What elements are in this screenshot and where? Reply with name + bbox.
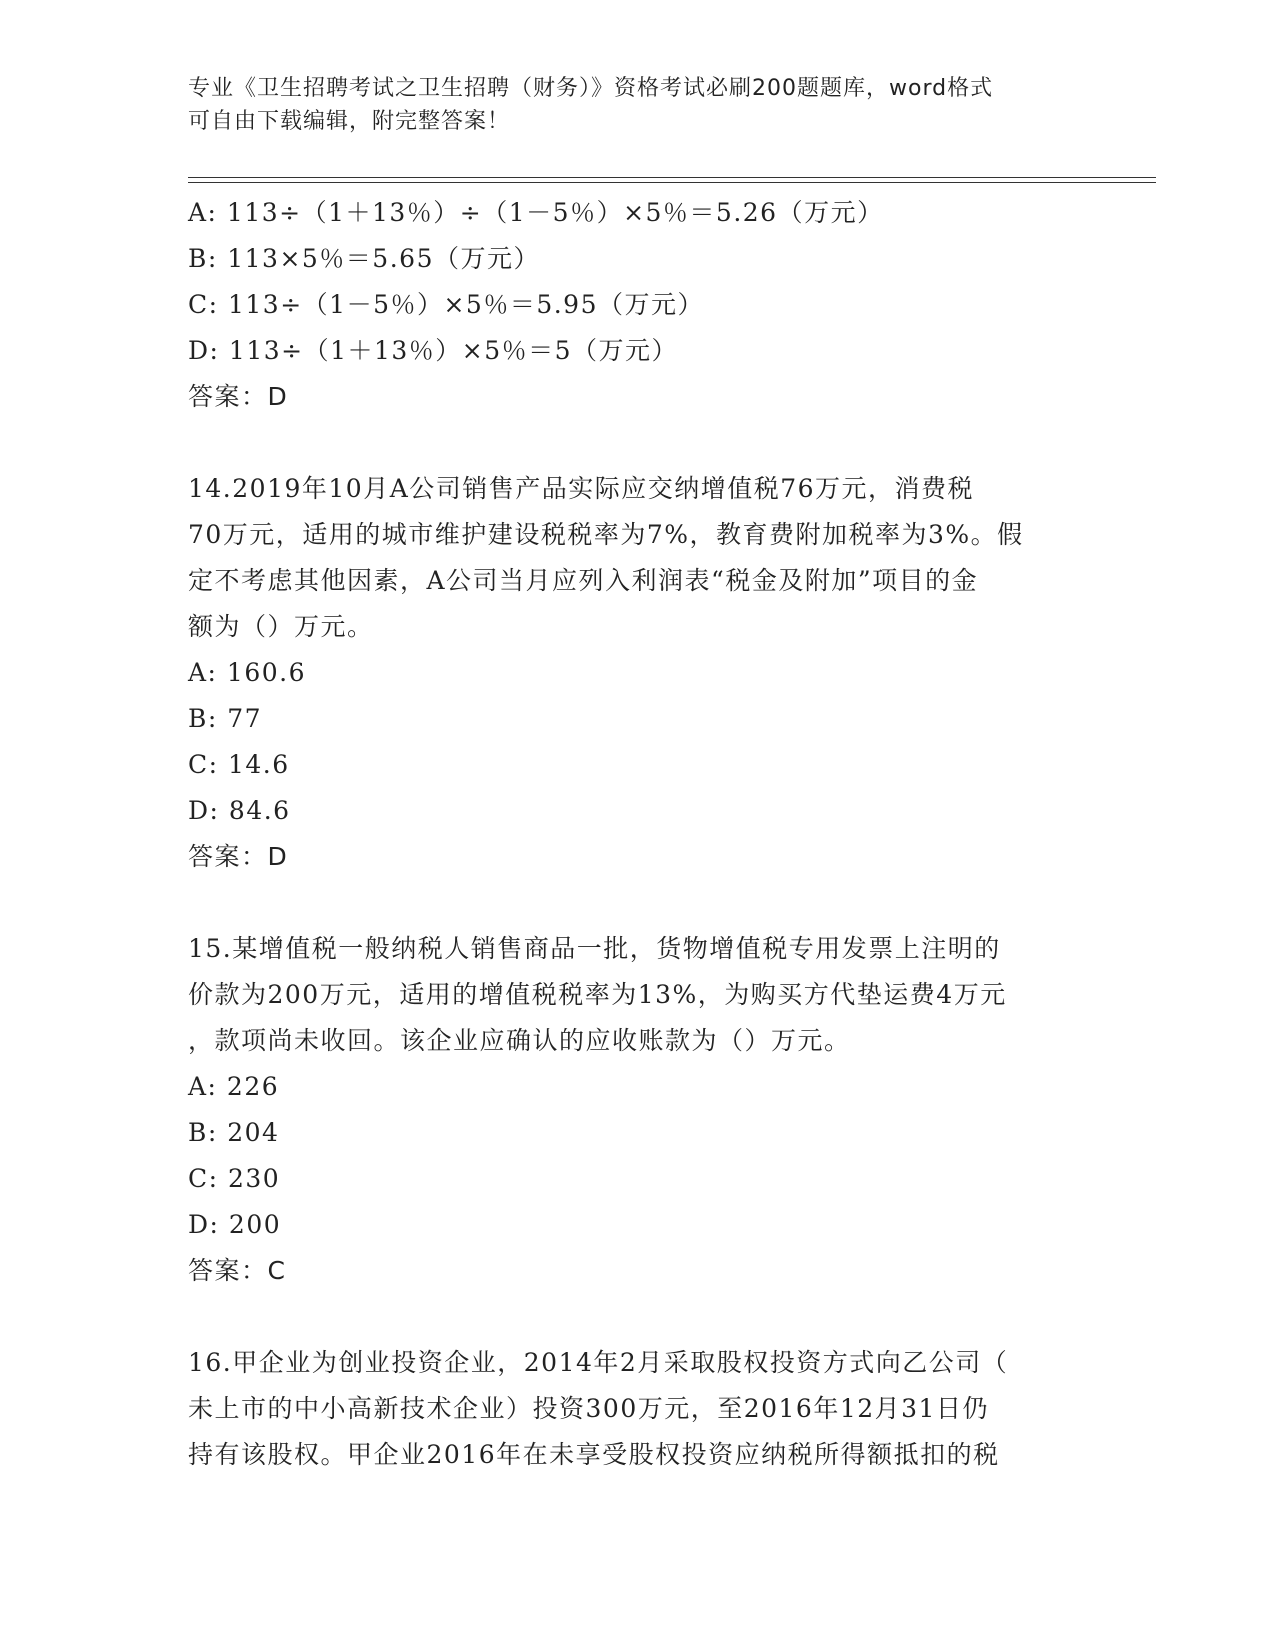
answer: 答案：D	[188, 382, 289, 411]
header-line-1: 专业《卫生招聘考试之卫生招聘（财务）》资格考试必刷200题题库，word格式	[188, 76, 994, 101]
option-d: D: 200	[188, 1210, 282, 1239]
question-14	[188, 466, 1088, 880]
header-line-2: 可自由下载编辑，附完整答案！	[188, 109, 511, 134]
option-b: B: 77	[188, 704, 263, 733]
spacer	[188, 1294, 1088, 1340]
question-stem-line: 15.某增值税一般纳税人销售商品一批，货物增值税专用发票上注明的	[188, 934, 1001, 963]
spacer	[188, 420, 1088, 466]
question-stem-line: 价款为200万元，适用的增值税税率为13%，为购买方代垫运费4万元	[188, 980, 1007, 1009]
option-a: A: 160.6	[188, 658, 306, 687]
question-stem-line: 持有该股权。甲企业2016年在未享受股权投资应纳税所得额抵扣的税	[188, 1440, 1000, 1469]
question-stem-line: 定不考虑其他因素，A公司当月应列入利润表“税金及附加”项目的金	[188, 566, 979, 595]
option-a: A: 226	[188, 1072, 280, 1101]
option-d: D: 113÷（1＋13％）×5％＝5（万元）	[188, 336, 679, 365]
question-stem-line: 未上市的中小高新技术企业）投资300万元，至2016年12月31日仍	[188, 1394, 989, 1423]
question-stem-line: 额为（）万元。	[188, 612, 374, 641]
question-stem-line: ，款项尚未收回。该企业应确认的应收账款为（）万元。	[188, 1026, 851, 1055]
question-stem-line: 16.甲企业为创业投资企业，2014年2月采取股权投资方式向乙公司（	[188, 1348, 1009, 1377]
question-15	[188, 926, 1088, 1294]
document-header	[188, 72, 1088, 138]
header-divider-bottom	[188, 182, 1156, 183]
question-13	[188, 190, 1088, 420]
option-a: A: 113÷（1＋13％）÷（1－5％）×5％＝5.26（万元）	[188, 198, 884, 227]
option-c: C: 113÷（1－5％）×5％＝5.95（万元）	[188, 290, 704, 319]
question-16	[188, 1340, 1088, 1478]
option-b: B: 113×5％＝5.65（万元）	[188, 244, 540, 273]
option-b: B: 204	[188, 1118, 280, 1147]
answer: 答案：D	[188, 842, 289, 871]
question-stem-line: 14.2019年10月A公司销售产品实际应交纳增值税76万元，消费税	[188, 474, 975, 503]
answer: 答案：C	[188, 1256, 287, 1285]
question-stem-line: 70万元，适用的城市维护建设税税率为7%，教育费附加税率为3%。假	[188, 520, 1024, 549]
option-d: D: 84.6	[188, 796, 291, 825]
option-c: C: 14.6	[188, 750, 290, 779]
option-c: C: 230	[188, 1164, 281, 1193]
question-content	[188, 190, 1088, 1478]
header-divider-top	[188, 177, 1156, 178]
spacer	[188, 880, 1088, 926]
